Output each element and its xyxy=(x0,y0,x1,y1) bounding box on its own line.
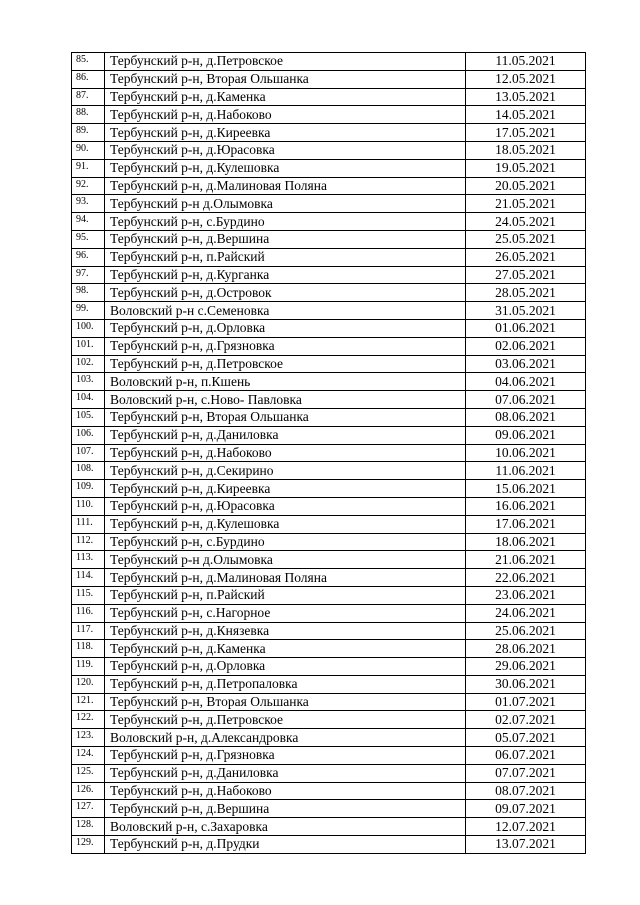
row-number: 124. xyxy=(72,747,105,765)
row-date: 22.06.2021 xyxy=(466,569,586,587)
table-row xyxy=(72,106,586,124)
row-location: Тербунский р-н, с.Бурдино xyxy=(105,533,466,551)
row-number: 90. xyxy=(72,141,105,159)
row-location: Тербунский р-н, д.Вершина xyxy=(105,800,466,818)
table-row xyxy=(72,836,586,854)
table-row xyxy=(72,764,586,782)
row-location: Тербунский р-н, д.Киреевка xyxy=(105,480,466,498)
row-location: Тербунский р-н, д.Секирино xyxy=(105,462,466,480)
row-location: Тербунский р-н, п.Райский xyxy=(105,586,466,604)
row-number: 117. xyxy=(72,622,105,640)
row-location: Тербунский р-н, д.Прудки xyxy=(105,836,466,854)
row-number: 87. xyxy=(72,88,105,106)
row-location: Тербунский р-н, д.Юрасовка xyxy=(105,497,466,515)
row-location: Тербунский р-н, д.Петровское xyxy=(105,711,466,729)
row-number: 120. xyxy=(72,675,105,693)
table-row xyxy=(72,693,586,711)
row-number: 99. xyxy=(72,302,105,320)
row-date: 01.07.2021 xyxy=(466,693,586,711)
row-date: 30.06.2021 xyxy=(466,675,586,693)
row-location: Тербунский р-н д.Олымовка xyxy=(105,195,466,213)
row-number: 101. xyxy=(72,337,105,355)
table-row xyxy=(72,782,586,800)
table-row xyxy=(72,444,586,462)
table-row xyxy=(72,53,586,71)
row-location: Тербунский р-н, с.Бурдино xyxy=(105,213,466,231)
row-date: 24.05.2021 xyxy=(466,213,586,231)
row-date: 14.05.2021 xyxy=(466,106,586,124)
table-row xyxy=(72,408,586,426)
row-date: 25.05.2021 xyxy=(466,230,586,248)
row-date: 08.07.2021 xyxy=(466,782,586,800)
table-row xyxy=(72,711,586,729)
row-location: Тербунский р-н, д.Набоково xyxy=(105,782,466,800)
row-number: 129. xyxy=(72,836,105,854)
row-date: 28.05.2021 xyxy=(466,284,586,302)
schedule-table xyxy=(71,52,586,854)
row-number: 107. xyxy=(72,444,105,462)
row-number: 123. xyxy=(72,729,105,747)
table-row xyxy=(72,462,586,480)
row-location: Тербунский р-н, д.Петровское xyxy=(105,53,466,71)
row-date: 03.06.2021 xyxy=(466,355,586,373)
row-location: Тербунский р-н, д.Курганка xyxy=(105,266,466,284)
row-number: 96. xyxy=(72,248,105,266)
row-date: 15.06.2021 xyxy=(466,480,586,498)
row-location: Тербунский р-н, д.Каменка xyxy=(105,640,466,658)
row-number: 113. xyxy=(72,551,105,569)
row-location: Тербунский р-н, д.Вершина xyxy=(105,230,466,248)
row-location: Тербунский р-н, д.Кулешовка xyxy=(105,159,466,177)
table-row xyxy=(72,373,586,391)
row-number: 97. xyxy=(72,266,105,284)
table-row xyxy=(72,355,586,373)
row-date: 07.06.2021 xyxy=(466,391,586,409)
table-row xyxy=(72,800,586,818)
row-date: 19.05.2021 xyxy=(466,159,586,177)
row-location: Тербунский р-н, д.Князевка xyxy=(105,622,466,640)
table-row xyxy=(72,302,586,320)
table-row xyxy=(72,391,586,409)
table-row xyxy=(72,230,586,248)
row-date: 11.06.2021 xyxy=(466,462,586,480)
row-date: 01.06.2021 xyxy=(466,319,586,337)
row-number: 114. xyxy=(72,569,105,587)
row-date: 12.07.2021 xyxy=(466,818,586,836)
table-row xyxy=(72,480,586,498)
row-date: 17.05.2021 xyxy=(466,124,586,142)
row-date: 10.06.2021 xyxy=(466,444,586,462)
row-number: 86. xyxy=(72,70,105,88)
table-row xyxy=(72,658,586,676)
row-date: 05.07.2021 xyxy=(466,729,586,747)
row-number: 88. xyxy=(72,106,105,124)
row-number: 108. xyxy=(72,462,105,480)
row-date: 25.06.2021 xyxy=(466,622,586,640)
row-location: Тербунский р-н д.Олымовка xyxy=(105,551,466,569)
table-row xyxy=(72,141,586,159)
row-number: 115. xyxy=(72,586,105,604)
table-row xyxy=(72,88,586,106)
row-location: Воловский р-н с.Семеновка xyxy=(105,302,466,320)
row-number: 85. xyxy=(72,53,105,71)
row-date: 21.05.2021 xyxy=(466,195,586,213)
row-location: Тербунский р-н, Вторая Ольшанка xyxy=(105,70,466,88)
row-location: Тербунский р-н, д.Юрасовка xyxy=(105,141,466,159)
row-number: 92. xyxy=(72,177,105,195)
row-location: Тербунский р-н, д.Орловка xyxy=(105,319,466,337)
row-number: 91. xyxy=(72,159,105,177)
row-number: 116. xyxy=(72,604,105,622)
row-location: Тербунский р-н, д.Петропаловка xyxy=(105,675,466,693)
row-date: 18.06.2021 xyxy=(466,533,586,551)
row-number: 100. xyxy=(72,319,105,337)
row-number: 105. xyxy=(72,408,105,426)
row-number: 119. xyxy=(72,658,105,676)
row-date: 24.06.2021 xyxy=(466,604,586,622)
row-number: 125. xyxy=(72,764,105,782)
row-location: Тербунский р-н, д.Грязновка xyxy=(105,747,466,765)
table-row xyxy=(72,533,586,551)
row-date: 21.06.2021 xyxy=(466,551,586,569)
table-row xyxy=(72,818,586,836)
table-row xyxy=(72,337,586,355)
row-location: Тербунский р-н, Вторая Ольшанка xyxy=(105,693,466,711)
row-location: Тербунский р-н, п.Райский xyxy=(105,248,466,266)
row-date: 02.06.2021 xyxy=(466,337,586,355)
table-row xyxy=(72,284,586,302)
row-number: 103. xyxy=(72,373,105,391)
row-date: 11.05.2021 xyxy=(466,53,586,71)
table-row xyxy=(72,640,586,658)
row-location: Воловский р-н, д.Александровка xyxy=(105,729,466,747)
row-date: 08.06.2021 xyxy=(466,408,586,426)
row-date: 29.06.2021 xyxy=(466,658,586,676)
row-date: 17.06.2021 xyxy=(466,515,586,533)
row-date: 18.05.2021 xyxy=(466,141,586,159)
row-number: 110. xyxy=(72,497,105,515)
table-row xyxy=(72,319,586,337)
row-location: Тербунский р-н, с.Нагорное xyxy=(105,604,466,622)
table-row xyxy=(72,159,586,177)
row-location: Тербунский р-н, д.Орловка xyxy=(105,658,466,676)
row-number: 118. xyxy=(72,640,105,658)
row-number: 89. xyxy=(72,124,105,142)
row-number: 126. xyxy=(72,782,105,800)
table-row xyxy=(72,177,586,195)
table-row xyxy=(72,426,586,444)
row-number: 95. xyxy=(72,230,105,248)
row-location: Тербунский р-н, д.Даниловка xyxy=(105,764,466,782)
table-row xyxy=(72,195,586,213)
row-date: 13.07.2021 xyxy=(466,836,586,854)
table-row xyxy=(72,515,586,533)
row-date: 09.06.2021 xyxy=(466,426,586,444)
row-date: 31.05.2021 xyxy=(466,302,586,320)
row-location: Тербунский р-н, Вторая Ольшанка xyxy=(105,408,466,426)
row-number: 98. xyxy=(72,284,105,302)
row-location: Тербунский р-н, д.Набоково xyxy=(105,106,466,124)
row-location: Тербунский р-н, д.Малиновая Поляна xyxy=(105,569,466,587)
table-row xyxy=(72,248,586,266)
table-row xyxy=(72,124,586,142)
row-location: Тербунский р-н, д.Набоково xyxy=(105,444,466,462)
row-location: Тербунский р-н, д.Грязновка xyxy=(105,337,466,355)
row-number: 109. xyxy=(72,480,105,498)
row-date: 06.07.2021 xyxy=(466,747,586,765)
row-date: 09.07.2021 xyxy=(466,800,586,818)
row-date: 07.07.2021 xyxy=(466,764,586,782)
row-location: Тербунский р-н, д.Даниловка xyxy=(105,426,466,444)
table-row xyxy=(72,551,586,569)
table-row xyxy=(72,497,586,515)
row-date: 02.07.2021 xyxy=(466,711,586,729)
table-row xyxy=(72,569,586,587)
row-location: Тербунский р-н, д.Киреевка xyxy=(105,124,466,142)
table-row xyxy=(72,213,586,231)
row-number: 111. xyxy=(72,515,105,533)
row-number: 102. xyxy=(72,355,105,373)
row-date: 13.05.2021 xyxy=(466,88,586,106)
row-date: 16.06.2021 xyxy=(466,497,586,515)
row-location: Тербунский р-н, д.Петровское xyxy=(105,355,466,373)
row-location: Тербунский р-н, д.Каменка xyxy=(105,88,466,106)
row-location: Воловский р-н, с.Ново- Павловка xyxy=(105,391,466,409)
row-number: 121. xyxy=(72,693,105,711)
row-date: 26.05.2021 xyxy=(466,248,586,266)
row-date: 23.06.2021 xyxy=(466,586,586,604)
table-row xyxy=(72,747,586,765)
table-row xyxy=(72,70,586,88)
row-location: Тербунский р-н, д.Островок xyxy=(105,284,466,302)
row-number: 93. xyxy=(72,195,105,213)
row-date: 28.06.2021 xyxy=(466,640,586,658)
row-location: Воловский р-н, п.Кшень xyxy=(105,373,466,391)
row-number: 128. xyxy=(72,818,105,836)
table-row xyxy=(72,729,586,747)
table-row xyxy=(72,622,586,640)
row-date: 27.05.2021 xyxy=(466,266,586,284)
row-number: 104. xyxy=(72,391,105,409)
row-number: 127. xyxy=(72,800,105,818)
table-row xyxy=(72,675,586,693)
row-date: 20.05.2021 xyxy=(466,177,586,195)
row-location: Тербунский р-н, д.Кулешовка xyxy=(105,515,466,533)
table-row xyxy=(72,266,586,284)
row-date: 04.06.2021 xyxy=(466,373,586,391)
row-number: 94. xyxy=(72,213,105,231)
row-location: Воловский р-н, с.Захаровка xyxy=(105,818,466,836)
schedule-table-body xyxy=(72,53,586,854)
row-date: 12.05.2021 xyxy=(466,70,586,88)
row-number: 112. xyxy=(72,533,105,551)
row-number: 106. xyxy=(72,426,105,444)
row-number: 122. xyxy=(72,711,105,729)
table-row xyxy=(72,604,586,622)
row-location: Тербунский р-н, д.Малиновая Поляна xyxy=(105,177,466,195)
table-row xyxy=(72,586,586,604)
